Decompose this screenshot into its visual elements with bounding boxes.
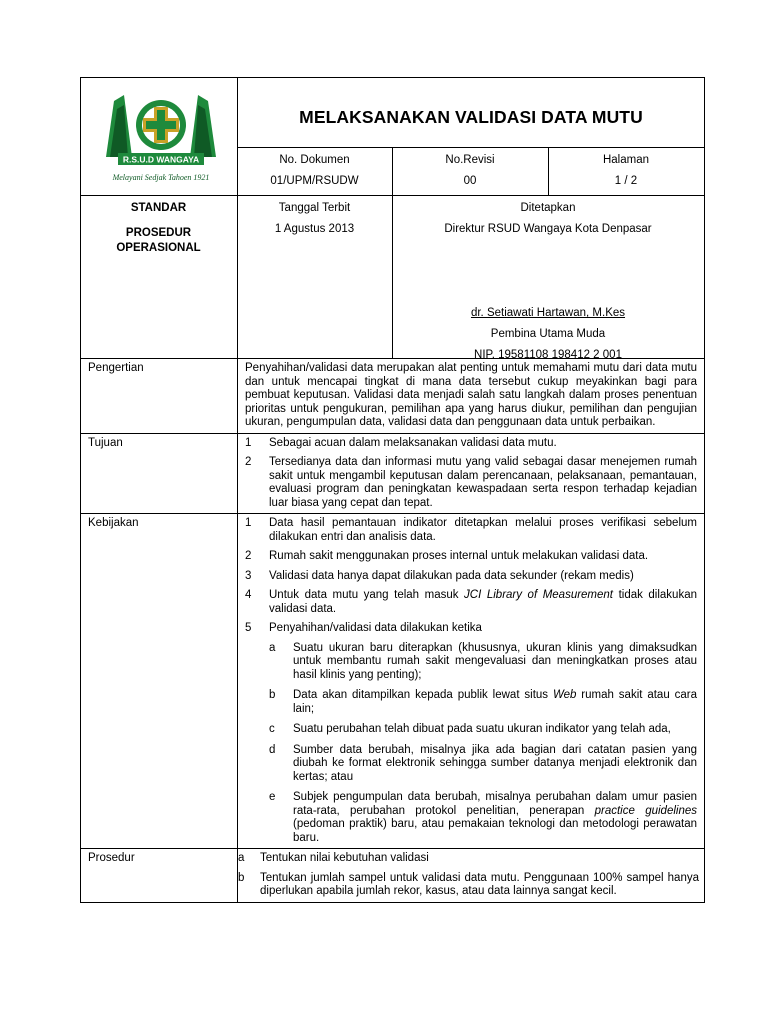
kebijakan-item: 3 Validasi data hanya dapat dilakukan pada data sekunder (rekam medis) [245, 569, 634, 582]
kebijakan-label: Kebijakan [81, 514, 238, 849]
logo-motto-text: Melayani Sedjak Tahoen 1921 [112, 173, 210, 182]
tujuan-label: Tujuan [81, 433, 238, 514]
prosedur-label: PROSEDUR [125, 227, 192, 239]
standar-label: STANDAR [130, 202, 187, 214]
kebijakan-subitem: b Data akan ditampilkan kepada publik lewat situs Web rumah sakit atau cara lain; [269, 689, 697, 715]
kebijakan-subitem: c Suatu perubahan telah dibuat pada suatu ukuran indikator yang telah ada, [269, 723, 671, 735]
issue-date-label: Tanggal Terbit [278, 202, 351, 214]
revision-label: No.Revisi [445, 154, 495, 166]
pengertian-label: Pengertian [81, 359, 238, 434]
kebijakan-subitem: e Subjek pengumpulan data berubah, misalnya perubahan dalam umur pasien rata-rata, perubahan protokol penelitian, penerapan practice guidelines (pedoman praktik) baru, atau pemakaian teknologi dan metodologi perawatan baru. [269, 791, 697, 844]
logo-name-text: R.S.U.D WANGAYA [122, 154, 200, 165]
ditetapkan-label: Ditetapkan [520, 202, 576, 214]
signer-rank: Pembina Utama Muda [490, 328, 606, 340]
kebijakan-row [81, 514, 705, 849]
doc-number-label: No. Dokumen [279, 154, 350, 166]
rsud-wangaya-logo [102, 87, 220, 191]
doc-number-value: 01/UPM/RSUDW [270, 175, 359, 187]
kebijakan-subitem: a Suatu ukuran baru diterapkan (khususnya, ukuran klinis yang dimaksudkan untuk membantu rumah sakit mengevaluasi dan meningkatkan proses atau hasil klinis yang penting); [269, 641, 697, 681]
tujuan-item: 2 Tersedianya data dan informasi mutu yang valid sebagai dasar menejemen rumah sakit untuk mengambil keputusan dalam perencanaan, pelaksanaan, pemantauan, evaluasi program dan peningkatan kewaspadaan serta respon terhadap kejadian luar biasa yang cepat dan tepat. [245, 456, 697, 509]
revision-value: 00 [463, 175, 477, 187]
issue-date-value: 1 Agustus 2013 [274, 223, 355, 235]
cross-emblem-icon [136, 100, 186, 150]
director-title: Direktur RSUD Wangaya Kota Denpasar [444, 223, 652, 235]
kebijakan-subitem: d Sumber data berubah, misalnya jika ada bagian dari catatan pasien yang diubah ke format elektronik sehingga sumber datanya menjadi elektronik dan kertas; atau [269, 743, 697, 783]
prosedur-section-label: Prosedur [81, 849, 238, 903]
signer-name: dr. Setiawati Hartawan, M.Kes [470, 307, 626, 319]
tujuan-item: 1 Sebagai acuan dalam melaksanakan validasi data mutu. [245, 436, 557, 449]
document-header [80, 77, 705, 361]
kebijakan-item: 5 Penyahihan/validasi data dilakukan ketika [245, 622, 482, 634]
sop-content-table [80, 358, 705, 903]
document-title: MELAKSANAKAN VALIDASI DATA MUTU [299, 107, 643, 127]
prosedur-item: a Tentukan nilai kebutuhan validasi [238, 852, 429, 864]
signer-nip: NIP. 19581108 198412 2 001 [474, 349, 622, 361]
kebijakan-item: 2 Rumah sakit menggunakan proses internal untuk melakukan validasi data. [245, 550, 649, 562]
kebijakan-item: 1 Data hasil pemantauan indikator ditetapkan melalui proses verifikasi sebelum dilakukan entri dan analisis data. [245, 517, 697, 543]
page-value: 1 / 2 [614, 175, 638, 187]
tujuan-row [81, 433, 705, 514]
pengertian-row [81, 359, 705, 434]
pengertian-text: Penyahihan/validasi data merupakan alat penting untuk memahami mutu dari data mutu dan untuk mencapai tingkat di mana data tersebut cukup meyakinkan bagi para pembuat keputusan. Validasi data menjadi salah satu langkah dalam proses penentuan prioritas untuk pengukuran, pemilihan apa yang harus diukur, pemilihan dan pengujian ukuran, pengumpulan data, validasi data dan penggunaan data untuk perbaikan. [245, 362, 697, 428]
operasional-label: OPERASIONAL [116, 242, 201, 254]
page-label: Halaman [602, 154, 650, 166]
sop-document [80, 77, 705, 897]
kebijakan-item: 4 Untuk data mutu yang telah masuk JCI Library of Measurement tidak dilakukan validasi data. [245, 589, 697, 615]
prosedur-row [81, 849, 705, 903]
prosedur-item: b Tentukan jumlah sampel untuk validasi data mutu. Penggunaan 100% sampel hanya diperlukan apabila jumlah rekor, kasus, atau data lainnya sangat kecil. [238, 871, 699, 897]
